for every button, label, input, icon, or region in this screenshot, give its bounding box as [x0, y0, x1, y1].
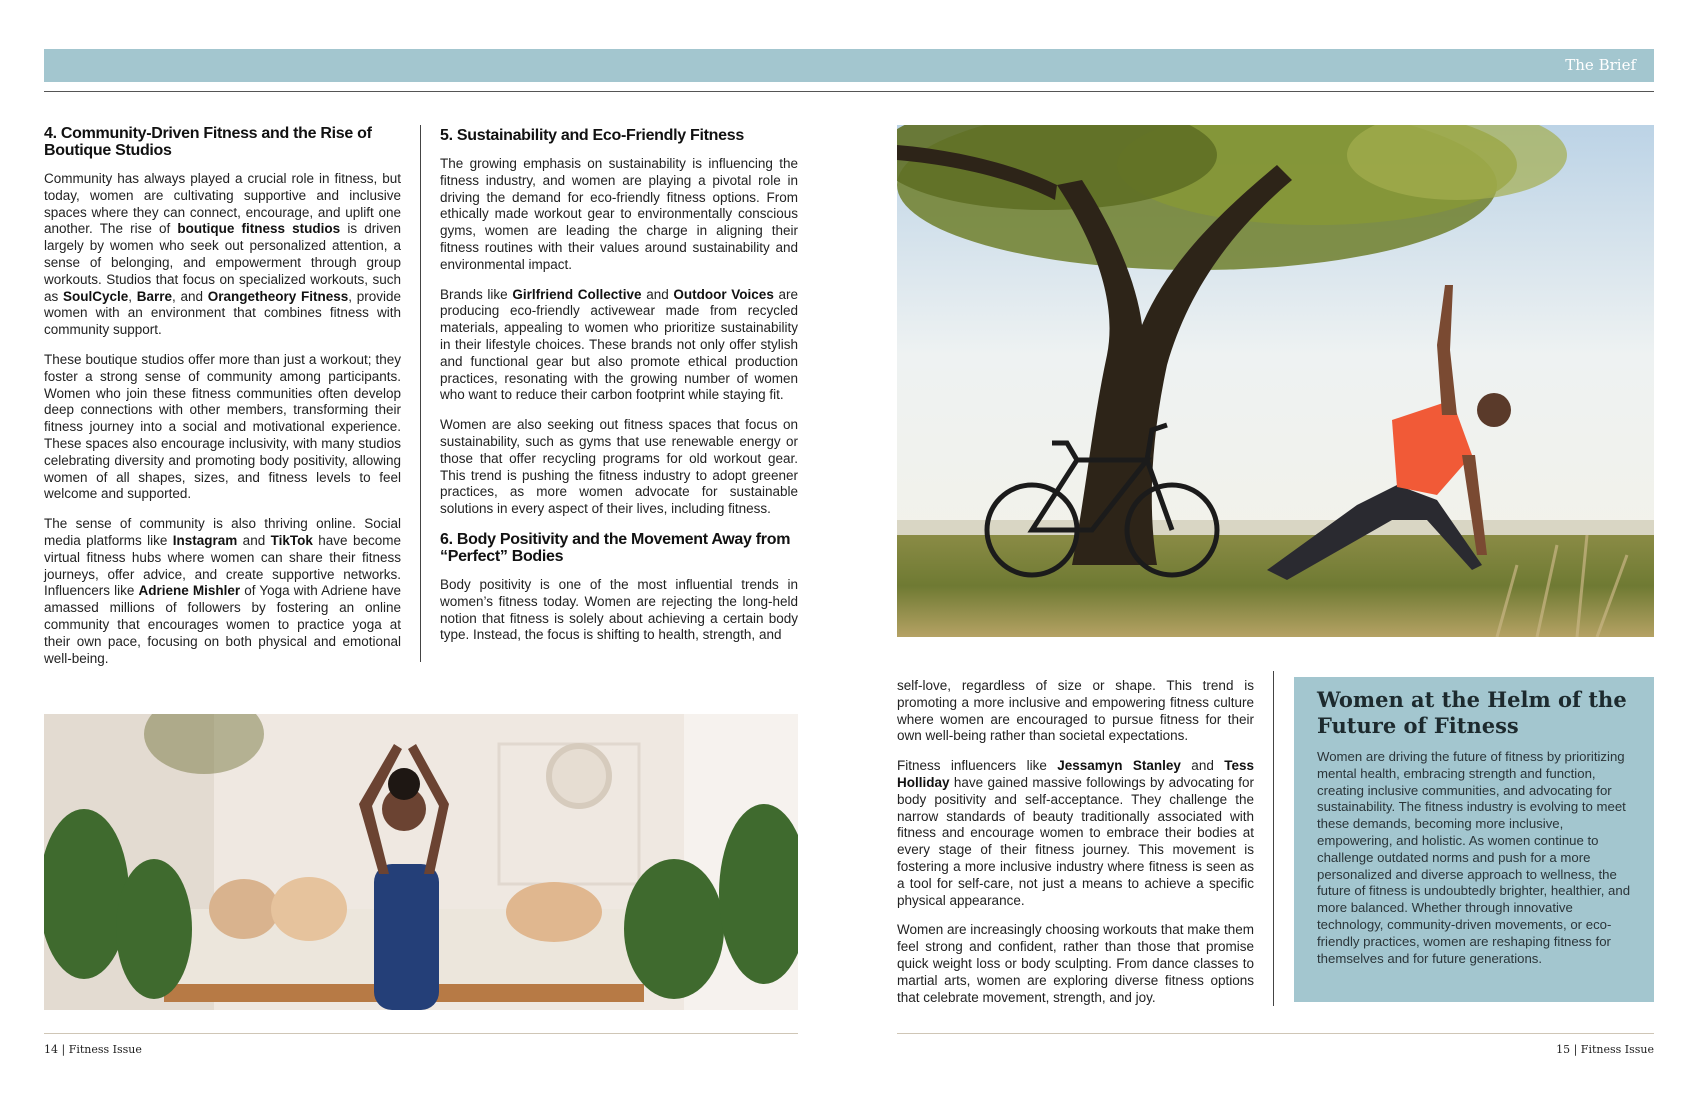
sidebar-box — [1294, 677, 1654, 1002]
emphasized-name: Tess Holliday — [897, 758, 1254, 790]
outdoor-yoga-illustration — [897, 125, 1654, 637]
emphasized-name: Outdoor Voices — [673, 286, 774, 302]
paragraph: Community has always played a crucial role in fitness, but today, women are cultivating supportive and inclusive spaces where they can connect, encourage, and uplift one another. The rise of boutique fitness studios is driven largely by women who seek out personalized attention, a sense of belonging, and empowerment through group workouts. Studios that focus on specialized workouts, such as SoulCycle, Barre, and Orangetheory Fitness, provide women with an environment that combines fitness with community support. — [44, 171, 401, 338]
emphasized-name: Girlfriend Collective — [512, 286, 642, 302]
article-column-1 — [44, 125, 401, 680]
paragraph: The sense of community is also thriving online. Social media platforms like Instagram and TikTok have become virtual fitness hubs where women can share their fitness journeys, offer advice, and create supportive networks. Influencers like Adriene Mishler of Yoga with Adriene have amassed millions of followers by fostering an online community that encourages women to practice yoga at their own pace, focusing on both physical and emotional well-being. — [44, 516, 401, 666]
header-band — [44, 49, 1654, 82]
section-title: The Brief — [1565, 56, 1636, 74]
emphasized-name: Jessamyn Stanley — [1057, 758, 1181, 774]
emphasized-name: TikTok — [270, 532, 313, 548]
paragraph: These boutique studios offer more than just a workout; they foster a strong sense of community among participants. Women who join these fitness communities often develop deep connections with other members, transforming their fitness journey into a social and motivational experience. These spaces also encourage inclusivity, with many studios celebrating diversity and promoting body positivity, allowing women of all shapes, sizes, and fitness levels to feel welcome and supported. — [44, 351, 401, 502]
column-divider — [420, 125, 421, 662]
article-column-2 — [440, 127, 798, 667]
article-column-3 — [897, 678, 1254, 1019]
paragraph: The growing emphasis on sustainability is influencing the fitness industry, and women are playing a pivotal role in driving the demand for eco-friendly fitness options. From ethically made workout gear to environmentally conscious gyms, women are leading the charge in aligning their fitness routines with their values around sustainability and environmental impact. — [440, 156, 798, 272]
page-number-right: 15 | Fitness Issue — [1556, 1043, 1654, 1056]
section-heading-6: 6. Body Positivity and the Movement Away from “Perfect” Bodies — [440, 530, 791, 565]
section-heading-5: 5. Sustainability and Eco-Friendly Fitness — [440, 127, 744, 144]
indoor-yoga-photo — [44, 714, 798, 1010]
paragraph: Body positivity is one of the most influential trends in women’s fitness today. Women are rejecting the long-held notion that fitness is solely about achieving a certain body type. Instead, the focus is shifting to health, strength, and — [440, 576, 798, 643]
indoor-yoga-illustration — [44, 714, 798, 1010]
header-divider — [44, 91, 1654, 92]
paragraph: self-love, regardless of size or shape. This trend is promoting a more inclusive and empowering fitness culture where women are encouraged to pursue fitness for their own well-being rather than societal expectations. — [897, 678, 1254, 744]
section-heading-4: 4. Community-Driven Fitness and the Rise of Boutique Studios — [44, 125, 372, 159]
paragraph: Women are increasingly choosing workouts that make them feel strong and confident, rather than those that promise quick weight loss or body sculpting. From dance classes to martial arts, women are exploring diverse fitness options that celebrate movement, strength, and joy. — [897, 922, 1254, 1005]
emphasized-name: Adriene Mishler — [138, 583, 241, 599]
paragraph: Women are also seeking out fitness spaces that focus on sustainability, such as gyms that use renewable energy or those that offer recycling programs for old workout gear. This trend is pushing the fitness industry to adopt greener practices, as more women advocate for sustainable solutions in every aspect of their lives, including fitness. — [440, 417, 798, 517]
footer-divider — [44, 1033, 798, 1034]
emphasized-name: SoulCycle — [62, 288, 129, 304]
outdoor-yoga-photo — [897, 125, 1654, 637]
sidebar-body: Women are driving the future of fitness by prioritizing mental health, embracing strength and function, creating inclusive communities, and advocating for sustainability. The fitness industry is evolving to meet these demands, becoming more inclusive, empowering, and holistic. As women continue to challenge outdated norms and push for a more personalized and diverse approach to wellness, the future of fitness is undoubtedly brighter, healthier, and more balanced. Whether through innovative technology, community-driven movements, or eco-friendly practices, women are reshaping fitness for themselves and for future generations. — [1317, 749, 1631, 966]
column-divider — [1273, 671, 1274, 1006]
emphasized-name: Orangetheory Fitness — [207, 288, 349, 304]
sidebar-title: Women at the Helm of the Future of Fitness — [1317, 687, 1627, 738]
paragraph: Fitness influencers like Jessamyn Stanley and Tess Holliday have gained massive followings by advocating for body positivity and self-acceptance. They challenge the narrow standards of beauty traditionally associated with fitness and encourage women to embrace their bodies at every stage of their fitness journey. This movement is fostering a more inclusive industry where fitness is seen as a tool for self-care, not just a means to achieve a specific physical appearance. — [897, 758, 1254, 908]
emphasized-name: boutique fitness studios — [177, 221, 341, 237]
paragraph: Brands like Girlfriend Collective and Outdoor Voices are producing eco-friendly activewear made from recycled materials, appealing to women who prioritize sustainability in their lifestyle choices. These brands not only offer stylish and functional gear but also promote ethical production practices, resonating with the growing number of women who want to reduce their carbon footprint while staying fit. — [440, 286, 798, 403]
page-number-left: 14 | Fitness Issue — [44, 1043, 142, 1056]
footer-divider — [897, 1033, 1654, 1034]
emphasized-name: Barre — [136, 288, 173, 304]
emphasized-name: Instagram — [172, 532, 238, 548]
